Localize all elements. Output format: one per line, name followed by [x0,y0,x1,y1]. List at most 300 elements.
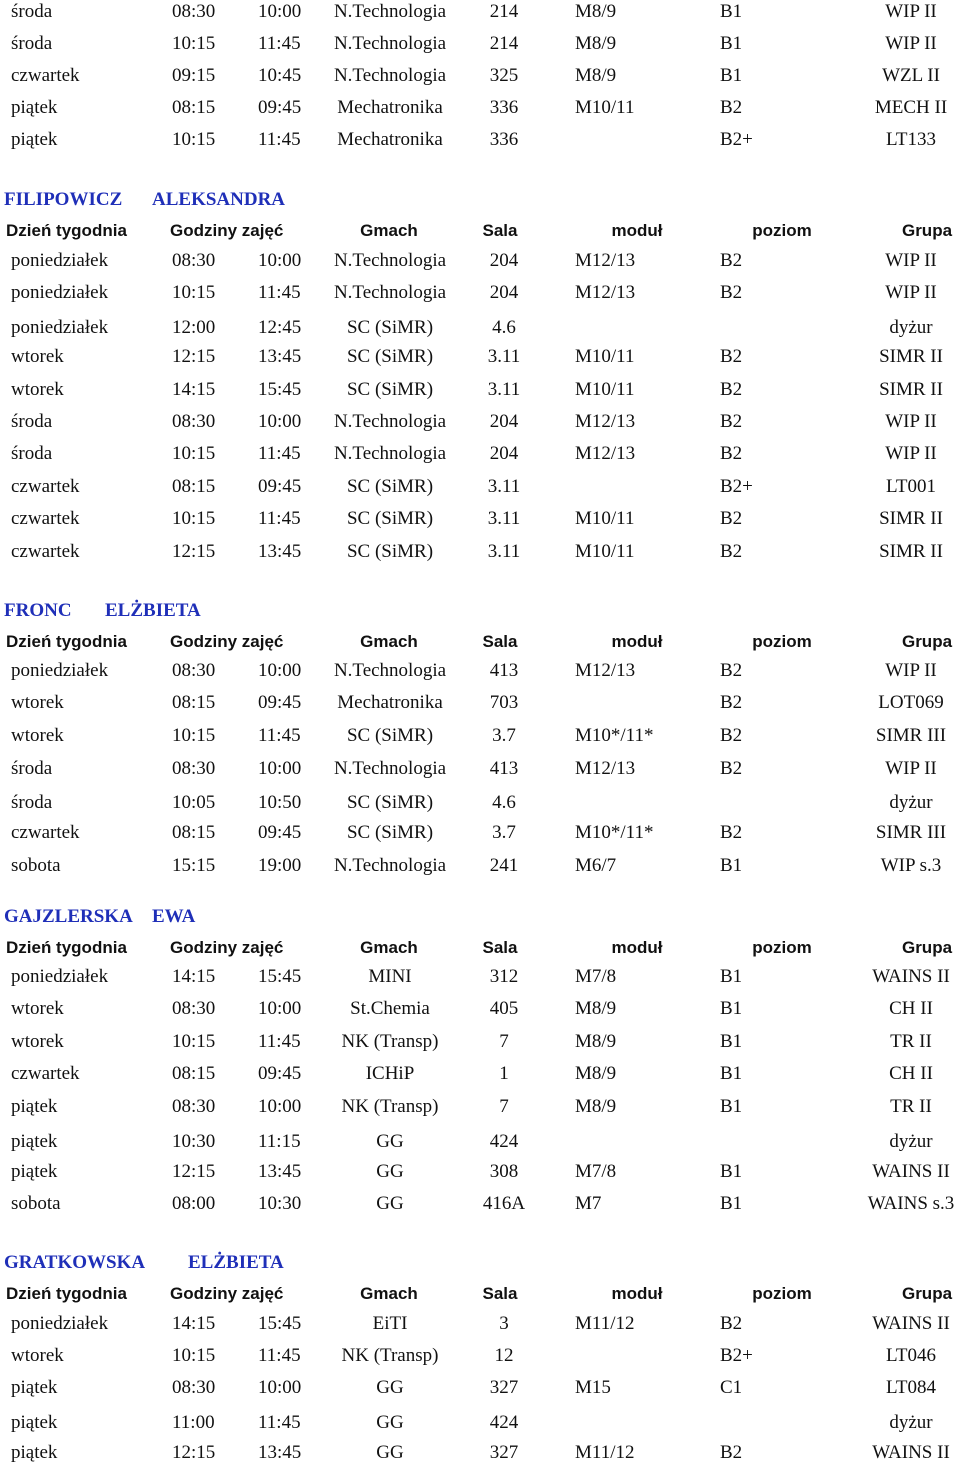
cell-group: WIP II [885,411,937,432]
cell-building: SC (SiMR) [346,317,434,338]
cell-room: 3.11 [487,379,521,400]
cell-end: 15:45 [258,379,302,400]
cell-start: 12:15 [172,541,216,562]
table-row [0,378,960,402]
cell-start: 08:15 [172,476,216,497]
cell-level: B2 [720,443,743,464]
teacher-firstname: EWA [152,906,196,927]
cell-room: 204 [489,250,519,271]
cell-building: GG [376,1412,404,1433]
header-group: Grupa [901,1284,953,1303]
cell-end: 09:45 [258,476,302,497]
cell-day: piątek [11,1161,58,1182]
cell-group: dyżur [889,792,933,813]
cell-building: SC (SiMR) [346,346,434,367]
cell-start: 08:00 [172,1193,216,1214]
cell-level: B2 [720,692,743,713]
cell-building: N.Technologia [333,282,447,303]
cell-room: 7 [499,1031,509,1052]
cell-group: TR II [890,1031,932,1052]
header-module: moduł [611,1284,663,1303]
cell-level: B2+ [720,1345,753,1366]
table-row [0,1062,960,1086]
cell-group: SIMR III [875,822,947,843]
cell-room: 3.11 [487,541,521,562]
cell-level: B2 [720,1313,743,1334]
teacher-surname: FRONC [4,600,72,621]
cell-start: 08:30 [172,1377,216,1398]
cell-building: Mechatronika [337,97,443,118]
cell-end: 09:45 [258,1063,302,1084]
teacher-firstname: ELŻBIETA [188,1252,284,1273]
cell-day: wtorek [11,998,64,1019]
cell-start: 10:15 [172,508,216,529]
cell-start: 14:15 [172,1313,216,1334]
cell-start: 12:00 [172,317,216,338]
cell-group: WAINS II [872,1161,950,1182]
cell-room: 12 [494,1345,514,1366]
header-group: Grupa [901,632,953,651]
cell-end: 10:45 [258,65,302,86]
cell-group: CH II [889,1063,933,1084]
cell-end: 11:15 [258,1131,301,1152]
table-row [0,1095,960,1119]
table-row [0,96,960,120]
cell-room: 416A [482,1193,526,1214]
cell-module: M10/11 [575,379,635,400]
cell-start: 10:30 [172,1131,216,1152]
cell-module: M8/9 [575,1096,617,1117]
cell-room: 4.6 [492,792,516,813]
cell-module: M8/9 [575,1063,617,1084]
cell-group: dyżur [889,317,933,338]
cell-room: 424 [489,1412,519,1433]
cell-day: piątek [11,1412,58,1433]
cell-day: wtorek [11,346,64,367]
cell-level: B1 [720,998,743,1019]
table-row [0,1441,960,1465]
cell-building: Mechatronika [337,129,443,150]
cell-start: 10:15 [172,1345,216,1366]
cell-building: GG [376,1131,404,1152]
cell-end: 11:45 [258,1031,301,1052]
cell-end: 13:45 [258,1442,302,1463]
header-day: Dzień tygodnia [6,221,127,240]
cell-end: 13:45 [258,346,302,367]
cell-room: 241 [489,855,519,876]
cell-building: GG [376,1377,404,1398]
table-row [0,821,960,845]
table-row [0,1376,960,1400]
table-header [0,630,960,654]
header-building: Gmach [360,1284,418,1303]
header-building: Gmach [360,632,418,651]
header-level: poziom [752,1284,812,1303]
cell-day: środa [11,443,53,464]
cell-end: 10:00 [258,758,302,779]
cell-end: 11:45 [258,725,301,746]
cell-day: piątek [11,1096,58,1117]
cell-room: 703 [489,692,519,713]
cell-building: Mechatronika [337,692,443,713]
cell-level: B1 [720,855,743,876]
cell-room: 4.6 [492,317,516,338]
cell-group: WZL II [882,65,940,86]
cell-start: 11:00 [172,1412,215,1433]
cell-group: WIP II [885,282,937,303]
header-group: Grupa [901,938,953,957]
cell-start: 12:15 [172,1442,216,1463]
cell-module: M7 [575,1193,602,1214]
header-module: moduł [611,221,663,240]
cell-end: 15:45 [258,1313,302,1334]
cell-module: M15 [575,1377,611,1398]
cell-module: M8/9 [575,998,617,1019]
cell-module: M10*/11* [575,822,654,843]
header-day: Dzień tygodnia [6,1284,127,1303]
cell-room: 325 [489,65,519,86]
cell-group: WAINS II [872,1442,950,1463]
cell-level: B2+ [720,476,753,497]
cell-start: 08:30 [172,411,216,432]
table-row [0,540,960,564]
table-row [0,1030,960,1054]
cell-day: środa [11,758,53,779]
cell-day: wtorek [11,1031,64,1052]
cell-room: 327 [489,1377,519,1398]
cell-start: 10:15 [172,33,216,54]
cell-module: M10/11 [575,508,635,529]
cell-day: poniedziałek [11,966,109,987]
cell-end: 10:00 [258,1,302,22]
cell-module: M10/11 [575,346,635,367]
cell-day: środa [11,1,53,22]
cell-room: 336 [489,97,519,118]
cell-room: 3.11 [487,346,521,367]
cell-end: 13:45 [258,541,302,562]
cell-end: 11:45 [258,1412,301,1433]
header-level: poziom [752,938,812,957]
table-row [0,345,960,369]
teacher-name [0,188,960,212]
cell-building: SC (SiMR) [346,379,434,400]
cell-building: ICHiP [365,1063,415,1084]
cell-start: 08:15 [172,822,216,843]
teacher-firstname: ALEKSANDRA [152,189,286,210]
cell-module: M6/7 [575,855,617,876]
cell-day: poniedziałek [11,1313,109,1334]
cell-group: LOT069 [878,692,944,713]
table-row [0,410,960,434]
cell-end: 13:45 [258,1161,302,1182]
table-row [0,1312,960,1336]
table-row [0,1411,960,1435]
cell-level: B2 [720,822,743,843]
cell-group: WAINS s.3 [867,1193,955,1214]
header-hours: Godziny zajęć [170,1284,284,1303]
cell-building: MINI [368,966,412,987]
table-row [0,507,960,531]
cell-end: 11:45 [258,443,301,464]
cell-group: SIMR II [879,541,943,562]
cell-module: M12/13 [575,282,636,303]
table-row [0,757,960,781]
header-room: Sala [482,1284,518,1303]
table-row [0,1130,960,1154]
cell-room: 3 [499,1313,509,1334]
cell-room: 1 [499,1063,509,1084]
cell-building: St.Chemia [350,998,430,1019]
cell-building: N.Technologia [333,443,447,464]
cell-end: 10:00 [258,660,302,681]
cell-start: 08:15 [172,97,216,118]
cell-end: 15:45 [258,966,302,987]
table-row [0,32,960,56]
cell-day: poniedziałek [11,317,109,338]
table-row [0,724,960,748]
cell-start: 10:15 [172,282,216,303]
cell-level: B2 [720,282,743,303]
cell-start: 12:15 [172,346,216,367]
teacher-surname: GRATKOWSKA [4,1252,146,1273]
cell-level: B2 [720,758,743,779]
header-building: Gmach [360,938,418,957]
cell-module: M12/13 [575,443,636,464]
cell-day: czwartek [11,1063,80,1084]
cell-end: 10:50 [258,792,302,813]
cell-start: 08:30 [172,1,216,22]
cell-end: 09:45 [258,97,302,118]
cell-end: 09:45 [258,692,302,713]
cell-day: poniedziałek [11,250,109,271]
cell-room: 413 [489,758,519,779]
cell-room: 308 [489,1161,519,1182]
header-room: Sala [482,632,518,651]
cell-building: N.Technologia [333,758,447,779]
table-row [0,691,960,715]
cell-room: 3.7 [492,725,516,746]
table-row [0,64,960,88]
header-room: Sala [482,938,518,957]
cell-level: B2 [720,250,743,271]
cell-room: 214 [489,33,519,54]
header-hours: Godziny zajęć [170,221,284,240]
cell-module: M12/13 [575,660,636,681]
cell-group: LT133 [886,129,936,150]
table-row [0,1160,960,1184]
cell-building: SC (SiMR) [346,792,434,813]
cell-building: NK (Transp) [341,1031,439,1052]
cell-building: GG [376,1161,404,1182]
cell-group: SIMR II [879,379,943,400]
header-group: Grupa [901,221,953,240]
cell-end: 10:30 [258,1193,302,1214]
cell-group: WIP s.3 [880,855,942,876]
cell-room: 336 [489,129,519,150]
cell-day: sobota [11,855,61,876]
cell-module: M8/9 [575,33,617,54]
cell-day: piątek [11,1377,58,1398]
cell-day: środa [11,33,53,54]
cell-start: 14:15 [172,379,216,400]
cell-start: 10:05 [172,792,216,813]
header-day: Dzień tygodnia [6,632,127,651]
cell-room: 214 [489,1,519,22]
cell-start: 10:15 [172,725,216,746]
cell-group: WIP II [885,1,937,22]
cell-group: WIP II [885,443,937,464]
cell-module: M10*/11* [575,725,654,746]
table-header [0,219,960,243]
table-row [0,128,960,152]
cell-start: 08:30 [172,660,216,681]
cell-building: GG [376,1193,404,1214]
cell-level: B2 [720,97,743,118]
table-row [0,997,960,1021]
teacher-name [0,599,960,623]
cell-end: 11:45 [258,508,301,529]
cell-start: 08:30 [172,250,216,271]
cell-start: 12:15 [172,1161,216,1182]
cell-room: 204 [489,411,519,432]
cell-building: SC (SiMR) [346,822,434,843]
cell-start: 08:30 [172,1096,216,1117]
teacher-firstname: ELŻBIETA [105,600,201,621]
cell-group: dyżur [889,1412,933,1433]
cell-day: czwartek [11,822,80,843]
cell-module: M11/12 [575,1313,635,1334]
cell-day: wtorek [11,379,64,400]
cell-module: M8/9 [575,65,617,86]
header-level: poziom [752,632,812,651]
cell-day: wtorek [11,692,64,713]
cell-group: WAINS II [872,1313,950,1334]
cell-start: 15:15 [172,855,216,876]
cell-day: wtorek [11,1345,64,1366]
cell-module: M12/13 [575,411,636,432]
cell-room: 7 [499,1096,509,1117]
cell-start: 09:15 [172,65,216,86]
cell-level: B1 [720,1,743,22]
cell-module: M7/8 [575,966,617,987]
cell-building: SC (SiMR) [346,476,434,497]
cell-module: M10/11 [575,541,635,562]
cell-level: B1 [720,1161,743,1182]
cell-building: N.Technologia [333,411,447,432]
cell-level: B2 [720,541,743,562]
cell-building: N.Technologia [333,33,447,54]
cell-module: M12/13 [575,758,636,779]
cell-building: SC (SiMR) [346,508,434,529]
cell-group: WIP II [885,660,937,681]
cell-level: B2+ [720,129,753,150]
cell-day: sobota [11,1193,61,1214]
table-row [0,475,960,499]
cell-level: B1 [720,1031,743,1052]
header-hours: Godziny zajęć [170,632,284,651]
cell-start: 08:15 [172,692,216,713]
table-row [0,0,960,24]
cell-level: B2 [720,508,743,529]
cell-building: SC (SiMR) [346,725,434,746]
cell-level: B2 [720,725,743,746]
cell-level: C1 [720,1377,743,1398]
cell-day: poniedziałek [11,282,109,303]
cell-day: poniedziałek [11,660,109,681]
cell-end: 19:00 [258,855,302,876]
cell-end: 10:00 [258,250,302,271]
cell-room: 3.11 [487,508,521,529]
table-row [0,281,960,305]
cell-level: B1 [720,1193,743,1214]
cell-day: czwartek [11,476,80,497]
cell-day: środa [11,792,53,813]
cell-building: N.Technologia [333,250,447,271]
table-row [0,249,960,273]
cell-room: 204 [489,443,519,464]
cell-start: 08:30 [172,758,216,779]
table-row [0,965,960,989]
cell-group: WIP II [885,33,937,54]
cell-group: WAINS II [872,966,950,987]
cell-group: LT084 [886,1377,936,1398]
cell-end: 11:45 [258,33,301,54]
cell-end: 10:00 [258,998,302,1019]
header-building: Gmach [360,221,418,240]
cell-end: 11:45 [258,129,301,150]
cell-day: piątek [11,97,58,118]
cell-group: WIP II [885,250,937,271]
cell-group: LT046 [886,1345,936,1366]
table-header [0,1282,960,1306]
cell-day: czwartek [11,541,80,562]
cell-day: piątek [11,129,58,150]
table-row [0,1344,960,1368]
cell-end: 10:00 [258,1096,302,1117]
cell-module: M12/13 [575,250,636,271]
cell-end: 09:45 [258,822,302,843]
cell-day: środa [11,411,53,432]
header-module: moduł [611,632,663,651]
cell-building: GG [376,1442,404,1463]
cell-building: N.Technologia [333,855,447,876]
cell-room: 405 [489,998,519,1019]
cell-room: 327 [489,1442,519,1463]
cell-end: 10:00 [258,1377,302,1398]
cell-end: 10:00 [258,411,302,432]
cell-day: wtorek [11,725,64,746]
cell-group: CH II [889,998,933,1019]
table-row [0,442,960,466]
cell-building: EiTI [372,1313,408,1334]
header-day: Dzień tygodnia [6,938,127,957]
cell-building: NK (Transp) [341,1096,439,1117]
cell-group: LT001 [886,476,936,497]
cell-start: 14:15 [172,966,216,987]
cell-day: czwartek [11,65,80,86]
cell-building: N.Technologia [333,1,447,22]
table-row [0,791,960,815]
cell-building: N.Technologia [333,660,447,681]
cell-room: 424 [489,1131,519,1152]
cell-end: 11:45 [258,1345,301,1366]
cell-end: 11:45 [258,282,301,303]
table-row [0,659,960,683]
cell-module: M8/9 [575,1031,617,1052]
cell-start: 10:15 [172,129,216,150]
cell-start: 10:15 [172,443,216,464]
cell-group: MECH II [874,97,948,118]
